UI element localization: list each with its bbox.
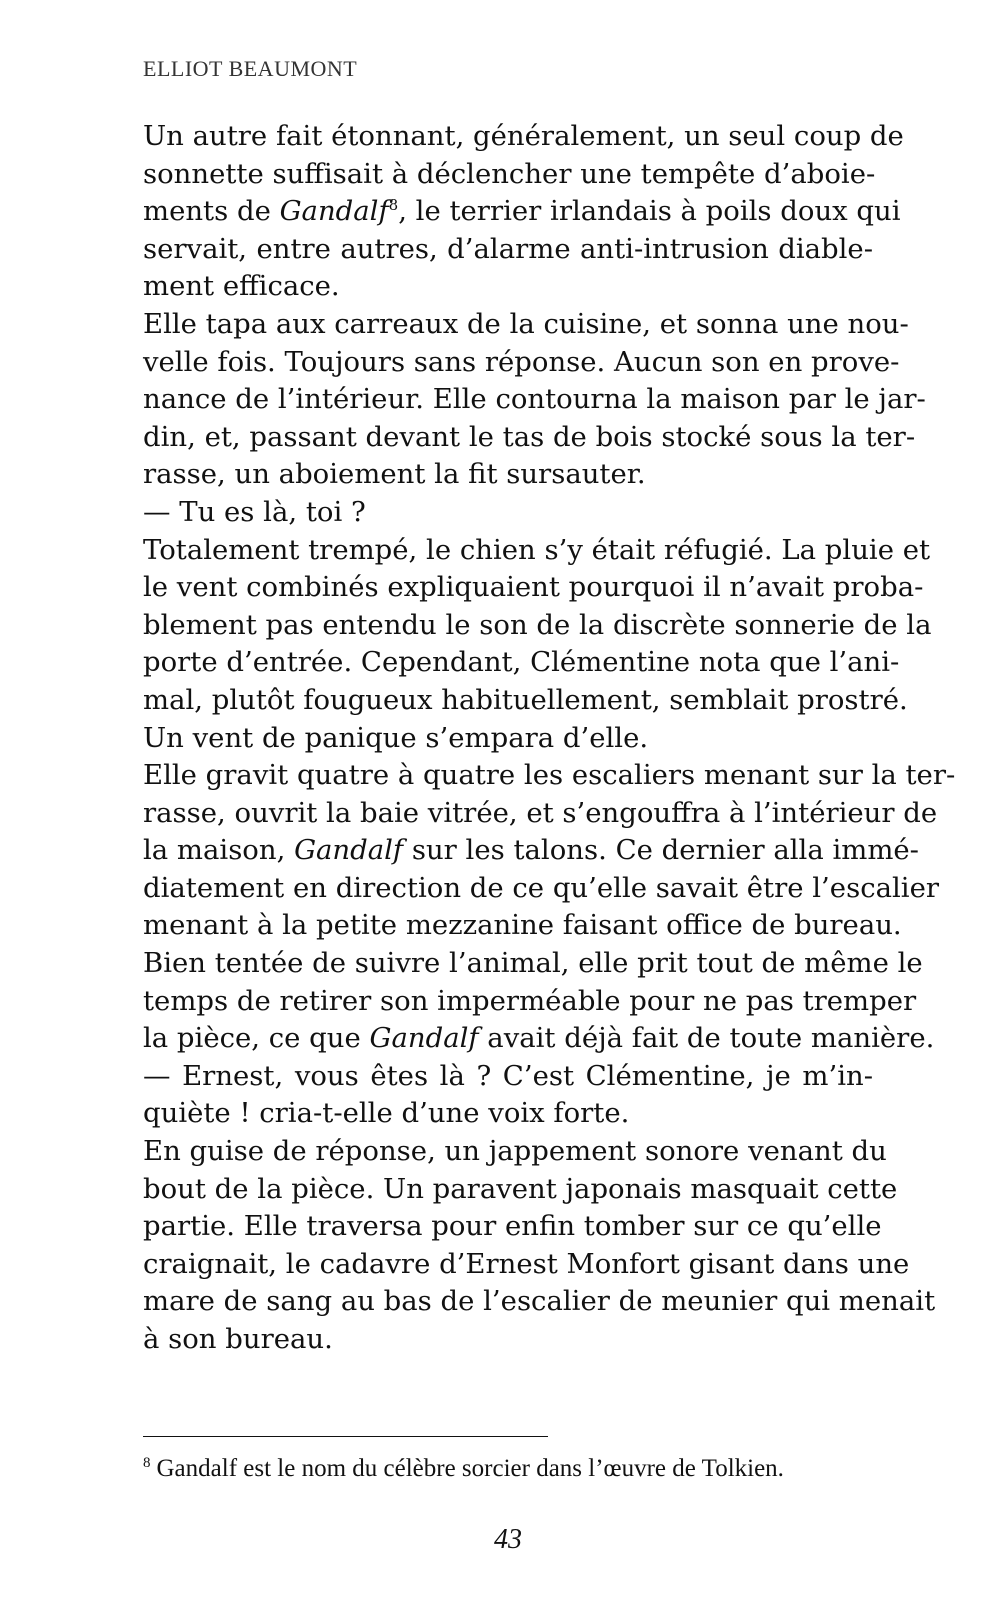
body-text [143, 118, 956, 1359]
body-line-text: sonnette suffisait à déclencher une tempête d’aboie- [143, 157, 876, 190]
body-line [143, 494, 873, 532]
body-line [143, 419, 916, 457]
body-line-text: Bien tentée de suivre l’animal, elle prit tout de même le [143, 947, 923, 980]
body-line-text: diatement en direction de ce qu’elle savait être l’escalier [143, 871, 939, 904]
italic-name: Gandalf [294, 834, 404, 867]
body-line-text: En guise de réponse, un jappement sonore venant du [143, 1135, 887, 1168]
body-line-text: mal, plutôt fougueux habituellement, semblait prostré. [143, 683, 908, 716]
body-line [143, 1171, 898, 1209]
body-line-text: la maison, [143, 834, 295, 867]
body-line [143, 344, 900, 382]
body-line [143, 1246, 910, 1284]
body-line [143, 381, 926, 419]
body-line [143, 644, 900, 682]
body-line-text: sur les talons. Ce dernier alla immé- [403, 834, 919, 867]
body-line [143, 945, 923, 983]
body-line-text: Elle tapa aux carreaux de la cuisine, et sonna une nou- [143, 307, 909, 340]
body-line-text: ments de [143, 195, 280, 228]
body-line [143, 532, 931, 570]
body-line [143, 268, 873, 306]
body-line-text: Un autre fait étonnant, généralement, un seul coup de [143, 120, 904, 152]
body-line [143, 456, 873, 494]
body-line-text: mare de sang au bas de l’escalier de meunier qui menait [143, 1285, 936, 1318]
body-line-text: temps de retirer son imperméable pour ne pas tremper [143, 984, 917, 1017]
body-line-text: porte d’entrée. Cependant, Clémentine nota que l’ani- [143, 646, 900, 679]
body-line [143, 231, 873, 269]
body-line [143, 118, 904, 156]
body-line [143, 1208, 882, 1246]
body-line-text: la pièce, ce que [143, 1022, 370, 1055]
body-line-text: rasse, ouvrit la baie vitrée, et s’engouffra à l’intérieur de [143, 796, 938, 829]
body-line-text: avait déjà fait de toute manière. [478, 1022, 935, 1055]
body-line [143, 1058, 873, 1096]
body-line [143, 682, 908, 720]
italic-name: Gandalf [279, 195, 389, 228]
body-line-text: — Tu es là, toi ? [143, 495, 366, 528]
body-line [143, 720, 873, 758]
body-line-text: quiète ! cria-t-elle d’une voix forte. [143, 1097, 630, 1130]
body-line-text: nance de l’intérieur. Elle contourna la maison par le jar- [143, 383, 926, 416]
footnote [143, 1455, 784, 1483]
body-line [143, 832, 919, 870]
body-line [143, 907, 902, 945]
body-line-text: Elle gravit quatre à quatre les escaliers menant sur la ter- [143, 759, 956, 792]
body-line [143, 795, 938, 833]
body-line-text: partie. Elle traversa pour enfin tomber sur ce qu’elle [143, 1210, 882, 1243]
body-line [143, 156, 876, 194]
body-line [143, 757, 956, 795]
body-line-text: — Ernest, vous êtes là ? C’est Clémentine, je m’in- [143, 1059, 873, 1092]
body-line-text: servait, entre autres, d’alarme anti-intrusion diable- [143, 232, 873, 265]
body-line-text: ment efficace. [143, 270, 340, 303]
body-line [143, 1283, 936, 1321]
body-line [143, 870, 939, 908]
body-line-text: menant à la petite mezzanine faisant office de bureau. [143, 909, 902, 942]
footnote-reference[interactable]: 8 [388, 196, 399, 215]
italic-name: Gandalf [369, 1022, 479, 1055]
body-line [143, 607, 932, 645]
body-line [143, 193, 901, 231]
body-line-text: à son bureau. [143, 1323, 333, 1355]
footnote-text: Gandalf est le nom du célèbre sorcier dans l’œuvre de Tolkien. [156, 1455, 784, 1482]
body-line-text: blement pas entendu le son de la discrète sonnerie de la [143, 608, 932, 641]
running-head-author: ELLIOT BEAUMONT [143, 56, 358, 81]
body-line [143, 1133, 887, 1171]
page-number: 43 [494, 1524, 522, 1555]
footnote-marker: 8 [143, 1455, 151, 1471]
body-line-text: Un vent de panique s’empara d’elle. [143, 721, 649, 754]
body-line-text: din, et, passant devant le tas de bois stocké sous la ter- [143, 420, 916, 453]
body-line [143, 1095, 873, 1133]
body-line [143, 1321, 873, 1359]
body-line-text: Totalement trempé, le chien s’y était réfugié. La pluie et [143, 533, 931, 566]
body-line [143, 569, 924, 607]
footnote-divider [143, 1436, 548, 1437]
body-line-text: velle fois. Toujours sans réponse. Aucun son en prove- [143, 345, 900, 378]
body-line-text: rasse, un aboiement la fit sursauter. [143, 458, 646, 491]
body-line [143, 983, 917, 1021]
body-line-text: craignait, le cadavre d’Ernest Monfort gisant dans une [143, 1247, 910, 1280]
body-line [143, 306, 909, 344]
body-line [143, 1020, 935, 1058]
body-line-text: le vent combinés expliquaient pourquoi il n’avait proba- [143, 571, 924, 604]
body-line-text: , le terrier irlandais à poils doux qui [398, 195, 901, 228]
body-line-text: bout de la pièce. Un paravent japonais masquait cette [143, 1172, 898, 1205]
